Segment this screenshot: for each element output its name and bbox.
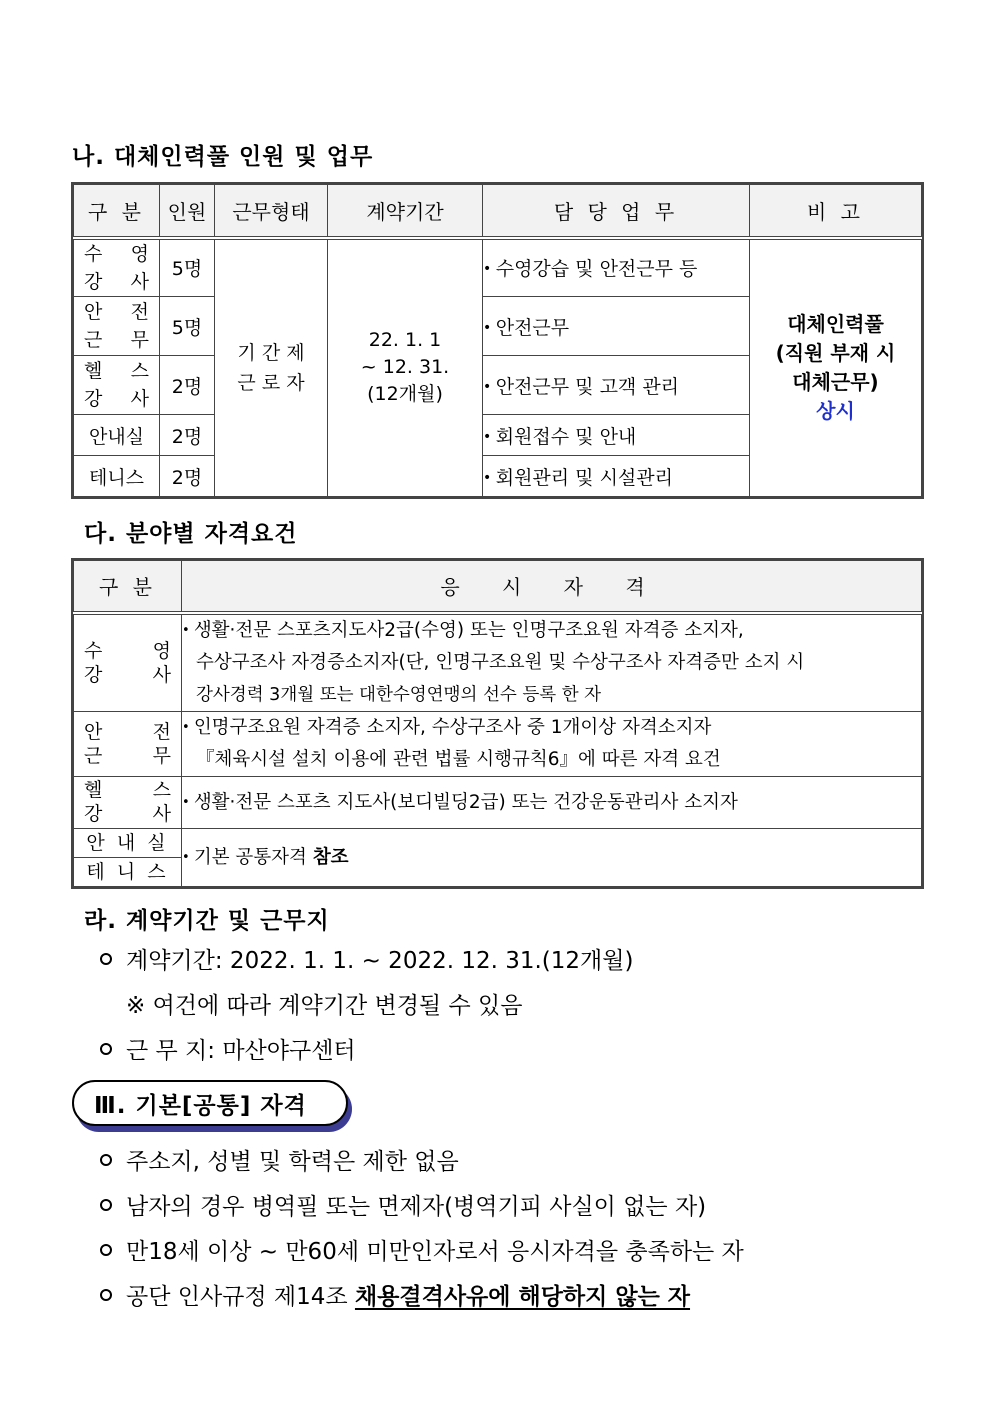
- table-row: [74, 711, 922, 776]
- qualification-line: • 생활·전문 스포츠 지도사(보디빌딩2급) 또는 건강운동관리사 소지자: [182, 785, 921, 820]
- duty-cell: • 안전근무: [483, 297, 750, 356]
- basic-item-text: 주소지, 성별 및 학력은 제한 없음: [126, 1149, 459, 1175]
- division-char: 강: [84, 388, 103, 410]
- table-row: [74, 238, 922, 297]
- workplace-text: 근 무 지: 마산야구센터: [126, 1038, 356, 1064]
- basic-item-text: 남자의 경우 병역필 또는 면제자(병역기피 사실이 없는 자): [126, 1194, 707, 1220]
- basic-item: [100, 1278, 690, 1311]
- division-char: 수: [84, 639, 103, 662]
- division-char: 전: [152, 720, 171, 743]
- division-char: 영: [152, 639, 171, 662]
- remark-line4: 상시: [816, 398, 855, 423]
- qualification-bold: 참조: [312, 846, 349, 868]
- division-cell: [74, 238, 160, 297]
- basic-item: [100, 1188, 706, 1221]
- remark-line2: (직원 부재 시: [775, 340, 896, 365]
- circle-bullet-icon: [100, 1289, 112, 1301]
- section-iii-banner: [72, 1080, 348, 1126]
- circle-bullet-icon: [100, 1043, 112, 1055]
- qualification-line: 『체육시설 설치 이용에 관련 법률 시행규칙6』에 따른 자격 요건: [196, 748, 721, 770]
- basic-item: [100, 1143, 459, 1176]
- remark-line1: 대체인력풀: [787, 311, 884, 336]
- count-cell: 2명: [160, 456, 215, 497]
- division-char: 영: [130, 242, 149, 265]
- division-char: 수: [84, 242, 103, 265]
- qualification-cell: [182, 776, 922, 828]
- count-cell: 5명: [160, 238, 215, 297]
- work-type-line1: 기 간 제: [237, 341, 305, 364]
- division-char: 안: [84, 720, 103, 743]
- table-row: [74, 828, 922, 886]
- table-row: [74, 613, 922, 712]
- division-char: 안: [84, 301, 103, 323]
- table-header-row: [74, 185, 922, 238]
- division-cell: [74, 711, 182, 776]
- contract-period-item: [100, 942, 633, 975]
- circle-bullet-icon: [100, 1199, 112, 1211]
- basic-item-text: 만18세 이상 ~ 만60세 미만인자로서 응시자격을 충족하는 자: [126, 1239, 744, 1265]
- section-ra-title: 라. 계약기간 및 근무지: [84, 908, 330, 934]
- table-header-row: [74, 561, 922, 613]
- division-line: 안 내 실: [74, 829, 181, 858]
- qualification-cell: [182, 711, 922, 776]
- header-duty: 담 당 업 무: [483, 185, 750, 238]
- division-cell: [74, 297, 160, 356]
- division-char: 근: [84, 744, 103, 767]
- division-char: 무: [152, 744, 171, 767]
- division-char: 강: [84, 663, 103, 686]
- header-division: 구 분: [74, 185, 160, 238]
- qualification-line: • 생활·전문 스포츠지도사2급(수영) 또는 인명구조요원 자격증 소지자,: [182, 615, 921, 647]
- division-char: 헬: [84, 779, 103, 801]
- qualification-cell: [182, 828, 922, 886]
- table-row: [74, 776, 922, 828]
- count-cell: 2명: [160, 415, 215, 456]
- count-cell: 5명: [160, 297, 215, 356]
- division-cell: 안내실: [74, 415, 160, 456]
- division-char: 사: [130, 270, 149, 293]
- qualification-line: 수상구조사 자경증소지자(단, 인명구조요원 및 수상구조사 자격증만 소지 시: [196, 651, 805, 673]
- circle-bullet-icon: [100, 1154, 112, 1166]
- duty-cell: • 회원접수 및 안내: [483, 415, 750, 456]
- division-cell: [74, 776, 182, 828]
- division-cell: [74, 356, 160, 415]
- period-line3: (12개월): [367, 383, 443, 406]
- period-line2: ~ 12. 31.: [360, 356, 450, 379]
- count-cell: 2명: [160, 356, 215, 415]
- duty-cell: • 안전근무 및 고객 관리: [483, 356, 750, 415]
- qualification-line: • 인명구조요원 자격증 소지자, 수상구조사 중 1개이상 자격소지자: [182, 712, 921, 744]
- circle-bullet-icon: [100, 1244, 112, 1256]
- division-char: 헬: [84, 360, 103, 382]
- duty-cell: • 회원관리 및 시설관리: [483, 456, 750, 497]
- remark-line3: 대체근무): [792, 369, 879, 394]
- staff-pool-table: [73, 184, 922, 497]
- period-cell: [328, 238, 483, 497]
- division-char: 근: [84, 329, 103, 351]
- work-type-cell: [215, 238, 328, 497]
- workplace-item: [100, 1032, 356, 1065]
- section-na-title: 나. 대체인력풀 인원 및 업무: [72, 144, 374, 170]
- division-char: 스: [152, 779, 171, 801]
- header-work-type: 근무형태: [215, 185, 328, 238]
- qualification-line: 강사경력 3개월 또는 대한수영연맹의 선수 등록 한 자: [196, 684, 602, 705]
- contract-note: ※ 여건에 따라 계약기간 변경될 수 있음: [126, 993, 523, 1019]
- duty-cell: • 수영강습 및 안전근무 등: [483, 238, 750, 297]
- division-line: 테 니 스: [86, 860, 169, 883]
- division-cell: [74, 613, 182, 712]
- remark-cell: [750, 238, 922, 497]
- division-cell: [74, 828, 182, 886]
- division-cell: 테니스: [74, 456, 160, 497]
- basic-item: [100, 1233, 744, 1266]
- header-count: 인원: [160, 185, 215, 238]
- basic-item-text: 공단 인사규정 제14조: [126, 1284, 355, 1310]
- section-iii-title: Ⅲ. 기본[공통] 자격: [94, 1092, 307, 1119]
- header-qualification: 응 시 자 격: [182, 561, 922, 613]
- qualification-cell: [182, 613, 922, 712]
- division-char: 스: [130, 360, 149, 382]
- header-division: 구 분: [74, 561, 182, 613]
- division-char: 강: [84, 270, 103, 293]
- division-char: 사: [130, 388, 149, 410]
- circle-bullet-icon: [100, 953, 112, 965]
- division-char: 전: [130, 301, 149, 323]
- header-remark: 비 고: [750, 185, 922, 238]
- division-char: 사: [152, 803, 171, 825]
- division-char: 무: [130, 329, 149, 351]
- contract-period-text: 계약기간: 2022. 1. 1. ~ 2022. 12. 31.(12개월): [126, 948, 634, 974]
- division-char: 사: [152, 663, 171, 686]
- work-type-line2: 근 로 자: [237, 371, 305, 394]
- qualification-table: [73, 560, 922, 887]
- period-line1: 22. 1. 1: [368, 329, 442, 352]
- qualification-prefix: 기본 공통자격: [193, 846, 313, 868]
- header-period: 계약기간: [328, 185, 483, 238]
- disqualification-emphasis: 채용결격사유에 해당하지 않는 자: [354, 1284, 691, 1310]
- section-da-title: 다. 분야별 자격요건: [84, 521, 298, 547]
- division-char: 강: [84, 803, 103, 825]
